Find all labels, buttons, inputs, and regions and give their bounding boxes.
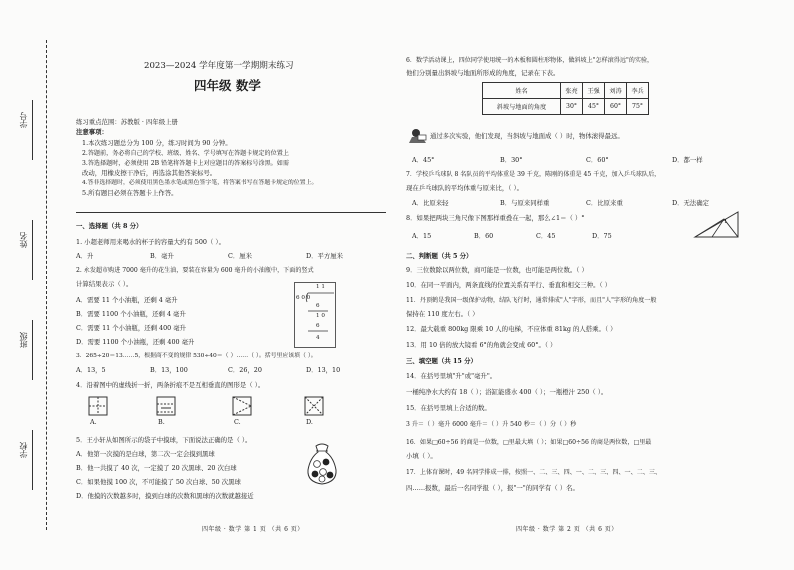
q5-opt-b[interactable]: B．他一共摸了 40 次，一定摸了 20 次黑球、20 次白球: [76, 464, 237, 472]
q11-text-line-2: 保持在 110 度左右。（ ）: [406, 310, 479, 318]
q3-opt-c[interactable]: C．26，20: [228, 366, 262, 374]
table-header-liutao: 刘涛: [605, 83, 627, 99]
note-1: 1.本次练习题总分为 100 分，练习时间为 90 分钟。: [82, 139, 232, 147]
q7-text-line-1: 7．学校乒乓球队 8 名队员的平均体重是 39 千克，陈刚的体重是 45 千克，加入乒乓球队后，: [406, 171, 661, 178]
header-divider: [76, 212, 386, 213]
student-reading-icon: [408, 128, 428, 144]
table-cell: 60°: [605, 99, 627, 115]
page-2: [404, 0, 784, 570]
section-3-heading: 三、填空题（共 15 分）: [406, 357, 477, 365]
q4-label-a: A.: [90, 418, 97, 426]
q10-text: 10．在同一平面内，两条直线的位置关系有平行、垂直和相交三种。（ ）: [406, 281, 612, 289]
q7-text-line-2: 现在乒乓球队的平均体重与原来比，（ ）。: [406, 184, 524, 192]
note-3b: 改动，用橡皮擦干净后，再选涂其他答案标号。: [82, 169, 217, 177]
q6-opt-d[interactable]: D．都一样: [672, 156, 703, 164]
division-step-1: 6: [316, 303, 320, 309]
q12-text: 12．最大载重 800kg 限乘 10 人的电梯，不应体重 81kg 的人搭乘。（ ）: [406, 325, 617, 333]
q7-opt-a[interactable]: A．比原来轻: [412, 199, 449, 207]
q8-opt-a[interactable]: A．15: [412, 232, 432, 240]
q1-opt-d[interactable]: D．平方厘米: [306, 252, 344, 260]
q8-opt-d[interactable]: D．75: [592, 232, 612, 240]
q2-opt-a[interactable]: A．需要 11 个小油瓶，还剩 4 毫升: [76, 296, 178, 304]
table-header-zhangliang: 张亮: [561, 83, 583, 99]
angle-table: [482, 82, 649, 115]
q9-text: 9．三位数除以两位数，商可能是一位数，也可能是两位数。（ ）: [406, 266, 588, 274]
page-2-footer: 四年级 · 数学 第 2 页 （共 6 页）: [516, 526, 618, 533]
set-square-figure: [694, 210, 740, 240]
q16-text-line-2: 小填（ ）。: [406, 452, 437, 460]
q5-opt-c[interactable]: C．如果他摸 100 次，不可能摸了 50 次白球、50 次黑球: [76, 478, 241, 486]
scope-line: 练习重点范围：苏教版 · 四年级上册: [76, 118, 178, 126]
q3-text: 3．265÷20＝13……5，根据商不变的规律 530÷40＝（ ）……（ ）。括号里应该填（ ）。: [76, 353, 317, 359]
division-step-2: 1 0: [316, 313, 325, 319]
q14-blanks: 一桶纯净水大约有 18（ ）；浴缸能盛水 400（ ）；一瓶橙汁 250（ ）。: [406, 388, 608, 396]
table-row: [483, 83, 649, 99]
q6-opt-c[interactable]: C．60°: [586, 156, 609, 164]
q2-opt-b[interactable]: B．需要 1100 个小油瓶，还剩 4 毫升: [76, 310, 186, 318]
long-division-figure: [294, 282, 336, 348]
q1-opt-c[interactable]: C．厘米: [228, 252, 253, 260]
note-4: 4.答非选择题时，必须使用黑色墨水笔或黑色签字笔，将答案书写在答题卡规定的位置上。: [82, 180, 318, 186]
section-2-heading: 二、判断题（共 5 分）: [406, 252, 473, 260]
binding-strip: [8, 40, 63, 530]
q3-opt-b[interactable]: B．13，100: [150, 366, 188, 374]
q3-opt-a[interactable]: A．13，5: [76, 366, 106, 374]
page-1: [72, 0, 390, 570]
table-row: [483, 99, 649, 115]
q1-opt-b[interactable]: B．毫升: [150, 252, 174, 260]
table-cell: 30°: [561, 99, 583, 115]
q3-opt-d[interactable]: D．13，10: [306, 366, 341, 374]
q11-text-line-1: 11．丹顶鹤是我国一级保护动物，结队飞行时，通常排成"人"字形，而且"人"字形的角度一般: [406, 297, 657, 304]
q6-text-line-1: 6．数学活动课上，四位同学使用统一的木板和圆柱形物体，做斜坡上"怎样滚得远"的实验，: [406, 57, 654, 64]
q14-text: 14．在括号里填"升"或"毫升"。: [406, 372, 497, 380]
exam-subtitle: 四年级 数学: [194, 78, 261, 93]
table-header-libing: 李兵: [627, 83, 649, 99]
q8-opt-c[interactable]: C．45: [536, 232, 556, 240]
school-label: 学校: [19, 442, 28, 458]
q4-label-c: C.: [234, 418, 241, 426]
q5-opt-d[interactable]: D．他摸的次数越多时，摸到白球的次数和黑球的次数就越接近: [76, 492, 254, 500]
q7-opt-c[interactable]: C．比原来重: [586, 199, 623, 207]
student-id-field[interactable]: [18, 100, 62, 160]
school-field[interactable]: [18, 430, 62, 490]
table-cell: 75°: [627, 99, 649, 115]
q6-opt-a[interactable]: A．45°: [412, 156, 435, 164]
q5-text: 5．王小轩从如图所示的袋子中摸球，下面说法正确的是（ ）。: [76, 436, 252, 444]
fold-figure-a[interactable]: [88, 396, 108, 416]
q1-text: 1. 小超老师用来喝水的杯子的容量大约有 500（ ）。: [76, 238, 226, 246]
q6-hint: 通过多次实验，他们发现，当斜坡与地面成（ ）时，物体滚得最远。: [430, 132, 624, 140]
section-1-heading: 一、选择题（共 8 分）: [76, 222, 143, 230]
class-label: 班级: [19, 332, 28, 348]
q4-label-b: B.: [158, 418, 165, 426]
q4-label-d: D.: [306, 418, 313, 426]
name-field[interactable]: [18, 220, 62, 280]
table-header-wangqiang: 王强: [583, 83, 605, 99]
q16-text-line-1: 16．如果□60÷56 的商是一位数，□里最大填（ ）；如果□60÷56 的商是两位数，□里最: [406, 439, 652, 446]
q7-opt-b[interactable]: B．与原来同样重: [500, 199, 550, 207]
division-remainder: 4: [316, 335, 320, 341]
exam-title: 2023—2024 学年度第一学期期末练习: [144, 61, 294, 71]
q8-opt-b[interactable]: B．60: [474, 232, 494, 240]
note-2: 2.答题前，务必将自己的学校、班级、姓名、学号填写在答题卡规定的位置上: [82, 150, 289, 157]
division-quotient: 1 1: [316, 284, 325, 290]
student-id-label: 学号: [19, 112, 28, 128]
q17-text-line-2: 四……报数，最后一名同学报（ ），报"一"的同学有（ ）名。: [406, 484, 579, 492]
q13-text: 13．用 10 倍的放大镜看 6°的角就会变成 60°。（ ）: [406, 341, 557, 349]
name-line: [32, 220, 33, 280]
table-header-name: 姓名: [483, 83, 561, 99]
table-row-label: 斜坡与地面的角度: [483, 99, 561, 115]
q2-text-line-2: 计算结果表示（ ）。: [76, 280, 133, 288]
class-line: [32, 320, 33, 380]
q15-blanks: 3 升＝（ ）毫升 6000 毫升＝（ ）升 540 秒＝（ ）分（ ）秒: [406, 421, 577, 428]
q6-text-line-2: 他们分别量出斜坡与地面所形成的角度，记录在下表。: [406, 69, 560, 77]
q17-text-line-1: 17．上体育课时，49 名同学排成一排，按照一、二、三、四、一、二、三、四、一、二、三、: [406, 469, 662, 476]
q8-text: 8．如果把两块三角尺像下图那样重叠在一起，那么∠1＝（ ）°: [406, 214, 585, 222]
q4-text: 4．沿着图中的虚线折一折，两条折痕不是互相垂直的图形是（ ）。: [76, 381, 265, 389]
fold-figure-c[interactable]: [232, 396, 252, 416]
table-cell: 45°: [583, 99, 605, 115]
q2-opt-d[interactable]: D．需要 1100 个小油瓶，还剩 400 毫升: [76, 338, 195, 346]
q7-opt-d[interactable]: D．无法确定: [672, 199, 710, 207]
student-id-line: [32, 100, 33, 160]
division-step-3: 6: [316, 323, 320, 329]
division-divisor: 6 0 0: [296, 295, 311, 301]
fold-figure-d[interactable]: [304, 396, 324, 416]
q2-text-line-1: 2. 永发超市购进 7000 毫升的花生油，要装在容量为 600 毫升的小油瓶中，下面的竖式: [76, 267, 314, 274]
angle-1-label: 1: [724, 219, 728, 225]
class-field[interactable]: [18, 320, 62, 380]
q2-opt-c[interactable]: C．需要 11 个小油瓶，还剩 400 毫升: [76, 324, 187, 332]
page-1-footer: 四年级 · 数学 第 1 页 （共 6 页）: [202, 526, 304, 533]
q1-opt-a[interactable]: A．升: [76, 252, 94, 260]
note-5: 5.所有题目必须在答题卡上作答。: [82, 189, 178, 197]
ball-bag-icon: [304, 442, 340, 486]
notes-title: 注意事项：: [76, 128, 108, 136]
note-3: 3.答选择题时，必须使用 2B 铅笔将答题卡上对应题目的答案标号涂黑。如需: [82, 160, 289, 167]
q5-opt-a[interactable]: A．他第一次摸的是白球，第二次一定会摸到黑球: [76, 450, 215, 458]
q15-text: 15．在括号里填上合适的数。: [406, 404, 491, 412]
school-line: [32, 430, 33, 490]
name-label: 姓名: [19, 232, 28, 248]
q6-opt-b[interactable]: B．30°: [500, 156, 523, 164]
fold-figure-b[interactable]: [156, 396, 176, 416]
